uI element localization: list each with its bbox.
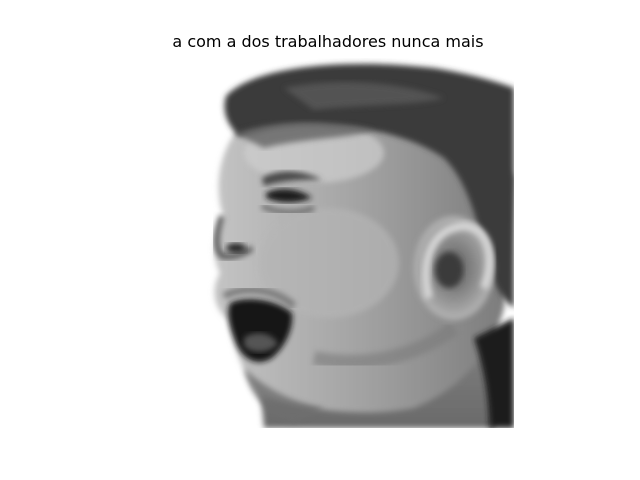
figure-title: a com a dos trabalhadores nunca mais [172,32,484,51]
face-image-svg [144,58,514,428]
cheek-highlight [259,208,399,318]
ear-canal [435,252,463,288]
face-image [144,58,514,428]
nostril [226,243,246,253]
